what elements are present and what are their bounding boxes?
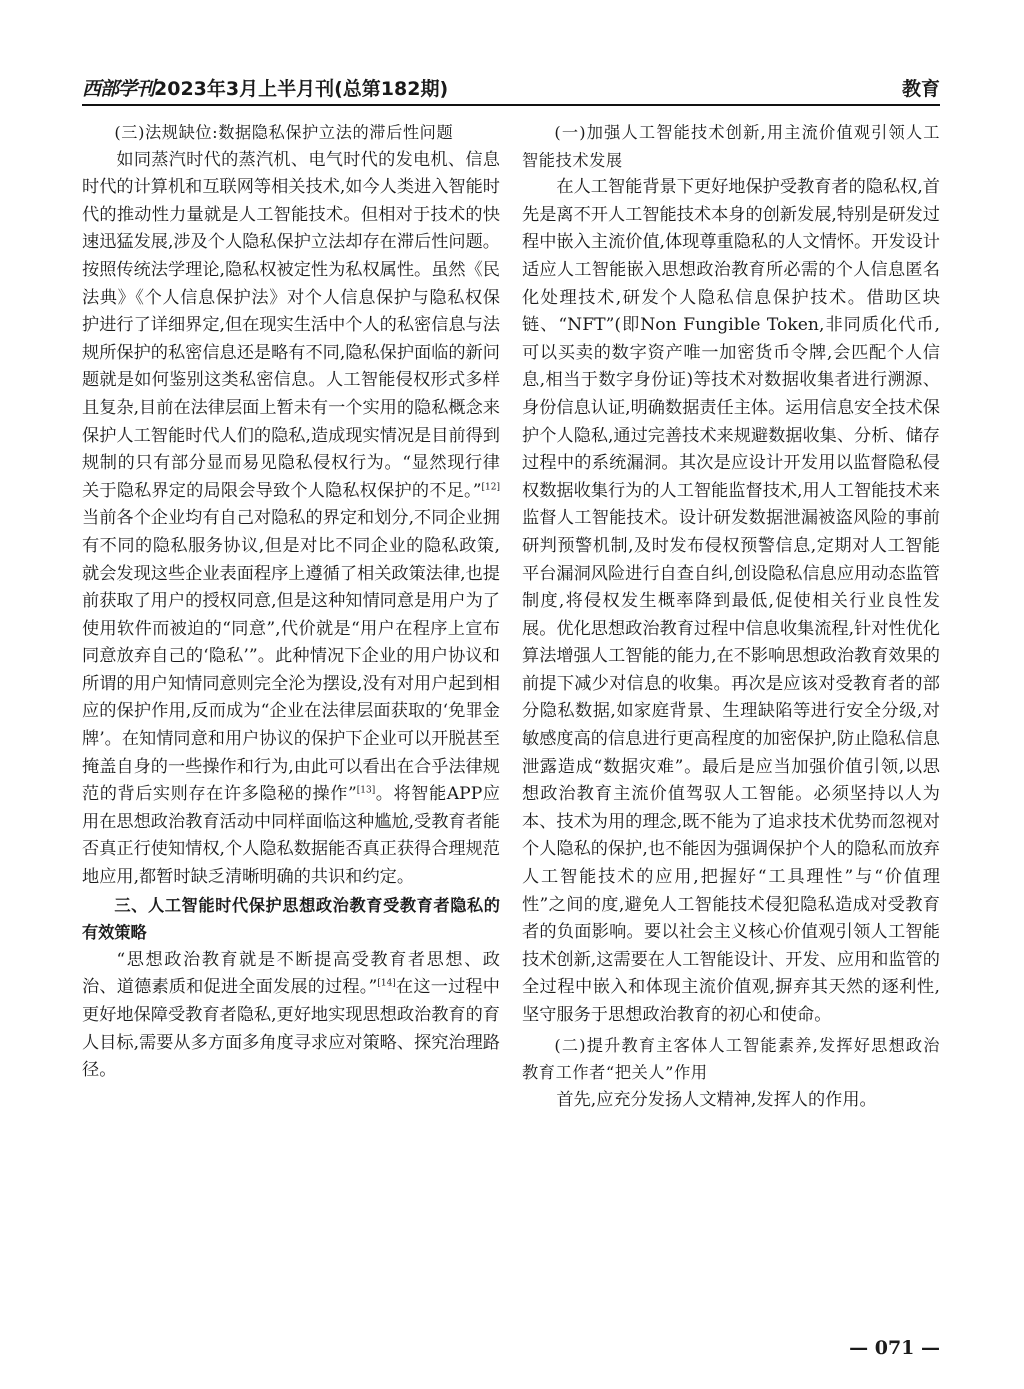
journal-logo: 西部学刊: [82, 78, 155, 100]
text-run: “思想政治教育就是不断提高受教育者思想、政治、道德素质和促进全面发展的过程。”: [82, 949, 500, 998]
subsection-title-1: (一)加强人工智能技术创新,用主流价值观引领人工智能技术发展: [522, 123, 940, 170]
running-header: [82, 66, 940, 100]
right-column: [522, 117, 940, 1114]
journal-issue: [82, 74, 448, 101]
body-paragraph: [82, 147, 500, 892]
body-paragraph: 首先,应充分发扬人文精神,发挥人的作用。: [556, 1089, 877, 1110]
text-run: 如同蒸汽时代的蒸汽机、电气时代的发电机、信息时代的计算机和互联网等相关技术,如今人类进入智能时代的推动性力量就是人工智能技术。但相对于技术的快速迅猛发展,涉及个人隐私保护立法却存在滞后性问题。按照传统法学理论,隐私权被定性为私权属性。虽然《民法典》《个人信息保护法》对个人信息保护与隐私权保护进行了详细界定,但在现实生活中个人的私密信息与法规所保护的私密信息还是略有不同,隐私保护面临的新问题就是如何鉴别这类私密信息。人工智能侵权形式多样且复杂,目前在法律层面上暂未有一个实用的隐私概念来保护人工智能时代人们的隐私,造成现实情况是目前得到规制的只有部分显而易见隐私侵权行为。“显然现行律关于隐私界定的局限会导致个人隐私权保护的不足。”: [82, 149, 500, 501]
reference-12: [12]: [481, 481, 500, 492]
body-paragraph: 在人工智能背景下更好地保护受教育者的隐私权,首先是离不开人工智能技术本身的创新发展,特别是研发过程中嵌入主流价值,体现尊重隐私的人文情怀。开发设计适应人工智能嵌入思想政治教育所必需的个人信息匿名化处理技术,研发个人隐私信息保护技术。借助区块链、“NFT”(即Non Fungible Token,非同质化代币,可以买卖的数字资产唯一加密货币令牌,会匹配个人信息,相当于数字身份证)等技术对数据收集者进行溯源、身份信息认证,明确数据责任主体。运用信息安全技术保护个人隐私,通过完善技术来规避数据收集、分析、储存过程中的系统漏洞。其次是应设计开发用以监督隐私侵权数据收集行为的人工智能监督技术,用人工智能技术来监督人工智能技术。设计研发数据泄漏被盗风险的事前研判预警机制,及时发布侵权预警信息,定期对人工智能平台漏洞风险进行自查自纠,创设隐私信息应用动态监管制度,将侵权发生概率降到最低,促使相关行业良性发展。优化思想政治教育过程中信息收集流程,针对性优化算法增强人工智能的能力,在不影响思想政治教育效果的前提下减少对信息的收集。再次是应该对受教育者的部分隐私数据,如家庭背景、生理缺陷等进行安全分级,对敏感度高的信息进行更高程度的加密保护,防止隐私信息泄露造成“数据灾难”。最后是应当加强价值引领,以思想政治教育主流价值驾驭人工智能。必须坚持以人为本、技术为用的理念,既不能为了追求技术优势而忽视对个人隐私的保护,也不能因为强调保护个人的隐私而放弃人工智能技术的应用,把握好“工具理性”与“价值理性”之间的度,避免人工智能技术侵犯隐私造成对受教育者的负面影响。要以社会主义核心价值观引领人工智能技术创新,这需要在人工智能设计、开发、应用和监管的全过程中嵌入和体现主流价值观,摒弃其天然的逐利性,坚守服务于思想政治教育的初心和使命。: [522, 177, 940, 1025]
issue-info: 2023年3月上半月刊(总第182期): [154, 78, 449, 100]
subsection-title-2: (二)提升教育主客体人工智能素养,发挥好思想政治教育工作者“把关人”作用: [522, 1035, 940, 1083]
text-run: 。将智能APP应用在思想政治教育活动中同样面临这种尴尬,受教育者能否真正行使知情权,个人隐私数据能否真正获得合理规范地应用,都暂时缺乏清晰明确的共识和约定。: [82, 784, 500, 888]
reference-13: [13]: [356, 785, 376, 796]
reference-14: [14]: [377, 978, 396, 989]
section-title-3: 三、人工智能时代保护思想政治教育受教育者隐私的有效策略: [82, 895, 500, 943]
left-column: [82, 117, 500, 1085]
subsection-title-3: (三)法规缺位:数据隐私保护立法的滞后性问题: [114, 123, 454, 142]
text-run: 当前各个企业均有自己对隐私的界定和划分,不同企业拥有不同的隐私服务协议,但是对比不同企业的隐私政策,就会发现这些企业表面程序上遵循了相关政策法律,也提前获取了用户的授权同意,但是这种知情同意是用户为了使用软件而被迫的“同意”,代价就是“用户在程序上宣布同意放弃自己的‘隐私’”。此种情况下企业的用户协议和所谓的用户知情同意则完全沦为摆设,没有对用户起到相应的保护作用,反而成为“企业在法律层面获取的‘免罪金牌’。在知情同意和用户协议的保护下企业可以开脱甚至掩盖自身的一些操作和行为,由此可以看出在合乎法律规范的背后实则存在许多隐秘的操作”: [82, 508, 500, 805]
text-run: 在这一过程中更好地保障受教育者隐私,更好地实现思想政治教育的育人目标,需要从多方面多角度寻求应对策略、探究治理路径。: [82, 977, 500, 1081]
page-number: — 071 —: [849, 1337, 940, 1359]
header-rule: [82, 104, 940, 106]
body-paragraph: [82, 947, 500, 1085]
section-name: 教育: [901, 78, 940, 100]
